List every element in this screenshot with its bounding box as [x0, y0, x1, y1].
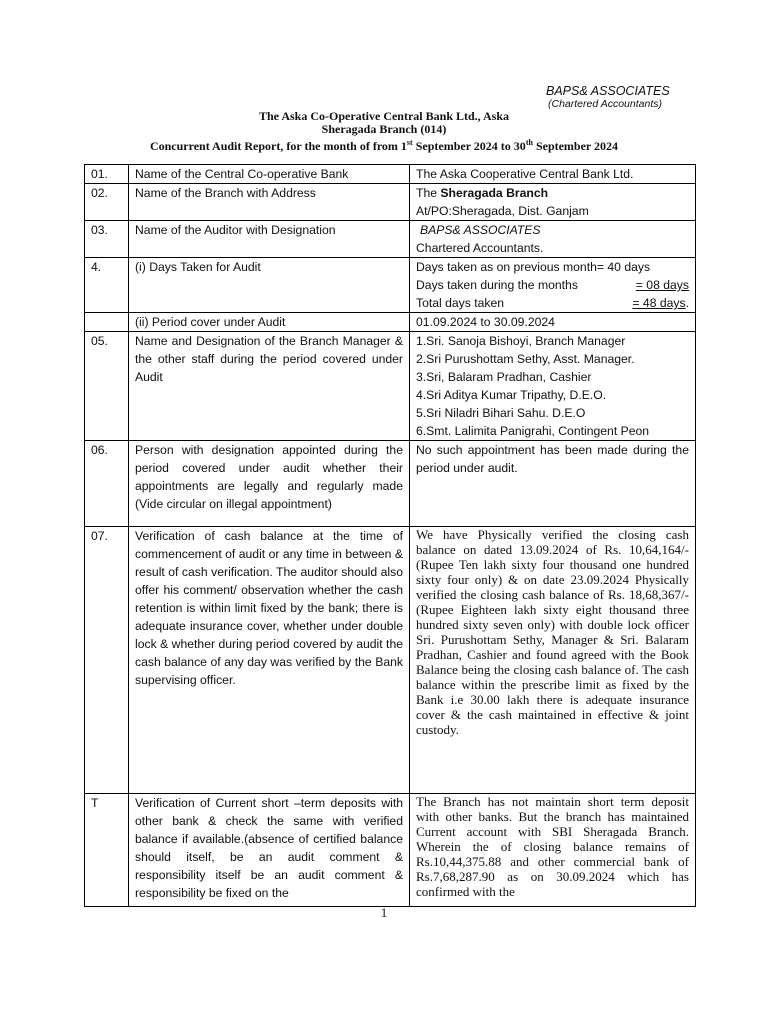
firm-name: BAPS& ASSOCIATES [546, 84, 670, 98]
row-number [85, 313, 129, 332]
report-title-sup-st: st [406, 138, 413, 147]
bank-title: The Aska Co-Operative Central Bank Ltd., Aska [258, 109, 510, 123]
row-number: 07. [85, 527, 129, 794]
row-label: Person with designation appointed during the period covered under audit whether their appointments are legally and regularly made (Vide circular on illegal appointment) [129, 441, 410, 527]
table-row-03 [85, 221, 696, 258]
audit-table [84, 164, 696, 907]
report-title-sup-th: th [525, 138, 533, 147]
days-previous: Days taken as on previous month= 40 days [416, 260, 651, 274]
row-label: Verification of cash balance at the time of commencement of audit or any time in between & result of cash verification. The auditor should also offer his comment/ observation whether the cash retention is within limit fixed by the bank; there is adequate insurance cover, whether under double lock & whether during period covered by audit the cash balance of any day was verified by the Bank supervising officer. [129, 527, 410, 794]
staff-item: 1.Sri. Sanoja Bishoyi, Branch Manager [416, 334, 626, 348]
row-number: T [85, 794, 129, 907]
row-value: No such appointment has been made during the period under audit. [410, 441, 696, 527]
branch-prefix: The [416, 186, 441, 200]
table-row-01 [85, 165, 696, 184]
days-total-label: Total days taken [416, 296, 505, 310]
table-row-05 [85, 332, 696, 441]
days-total-wrap [632, 294, 689, 312]
row-number: 03. [85, 221, 129, 258]
staff-item: 2.Sri Purushottam Sethy, Asst. Manager. [416, 352, 635, 366]
row-label: Name of the Branch with Address [129, 184, 410, 221]
days-total [416, 294, 689, 312]
branch-name: Sheragada Branch [440, 186, 549, 200]
report-title-prefix: Concurrent Audit Report, for the month of from 1 [149, 139, 407, 153]
row-label: (i) Days Taken for Audit [129, 258, 410, 313]
row-number: 05. [85, 332, 129, 441]
row-value: The Branch has not maintain short term deposit with other banks. But the branch has maintained Current account with SBI Sheragada Branch. Wherein the of closing balance remains of Rs.10,44,375.88 and other commercial bank of Rs.7,68,287.90 as on 30.09.2024 which has confirmed with the [410, 794, 696, 907]
table-row-06 [85, 441, 696, 527]
days-total-value: = 48 days [632, 296, 686, 310]
days-current-label: Days taken during the months [416, 278, 578, 292]
row-label: Name of the Auditor with Designation [129, 221, 410, 258]
row-label: Verification of Current short –term deposits with other bank & check the same with verified balance if available.(absence of certified balance should itself, be an audit comment & responsibility itself be an audit comment & responsibility be fixed on the [129, 794, 410, 907]
row-label: Name of the Central Co-operative Bank [129, 165, 410, 184]
auditor-designation: Chartered Accountants. [416, 241, 544, 255]
row-number: 06. [85, 441, 129, 527]
row-value [410, 332, 696, 441]
days-current [416, 276, 689, 294]
page-number: 1 [380, 905, 388, 920]
table-row-02 [85, 184, 696, 221]
row-value: 01.09.2024 to 30.09.2024 [410, 313, 696, 332]
row-value [410, 184, 696, 221]
branch-title: Sheragada Branch (014) [321, 122, 447, 136]
firm-subtitle: (Chartered Accountants) [548, 98, 662, 110]
row-value: The Aska Cooperative Central Bank Ltd. [410, 165, 696, 184]
report-title-suffix: September 2024 [532, 139, 619, 153]
report-title-mid: September 2024 to 30 [412, 139, 526, 153]
auditor-name: BAPS& ASSOCIATES [420, 223, 541, 237]
table-row-07 [85, 527, 696, 794]
staff-item: 3.Sri, Balaram Pradhan, Cashier [416, 370, 592, 384]
branch-name-line [416, 184, 689, 202]
row-number: 4. [85, 258, 129, 313]
report-title [0, 136, 768, 153]
table-row-04 [85, 258, 696, 313]
staff-item: 4.Sri Aditya Kumar Tripathy, D.E.O. [416, 388, 607, 402]
row-value [410, 221, 696, 258]
staff-item: 5.Sri Niladri Bihari Sahu. D.E.O [416, 406, 586, 420]
row-number: 01. [85, 165, 129, 184]
staff-item: 6.Smt. Lalimita Panigrahi, Contingent Peon [416, 424, 650, 438]
branch-address: At/PO:Sheragada, Dist. Ganjam [416, 204, 589, 218]
row-label: (ii) Period cover under Audit [129, 313, 410, 332]
days-current-value: = 08 days [635, 278, 689, 292]
table-row-08 [85, 794, 696, 907]
row-number: 02. [85, 184, 129, 221]
row-value [410, 258, 696, 313]
row-value: We have Physically verified the closing cash balance on dated 13.09.2024 of Rs. 10,64,164/-(Rupee Ten lakh sixty four thousand one hundred sixty four only) & on date 23.09.2024 Physically verified the closing cash balance of Rs. 18,68,367/- (Rupee Eighteen lakh sixty eight thousand three hundred sixty seven only) with double lock officer Sri. Purushottam Sethy, Manager & Sri. Balaram Pradhan, Cashier and found agreed with the Book Balance being the closing cash balance of. The cash balance within the prescribe limit as fixed by the Bank i.e 30.00 lakh there is adequate insurance cover & the cash maintained in effective & joint custody. [410, 527, 696, 794]
days-total-end: . [685, 296, 689, 310]
row-label: Name and Designation of the Branch Manager & the other staff during the period covered under Audit [129, 332, 410, 441]
table-row-04b [85, 313, 696, 332]
